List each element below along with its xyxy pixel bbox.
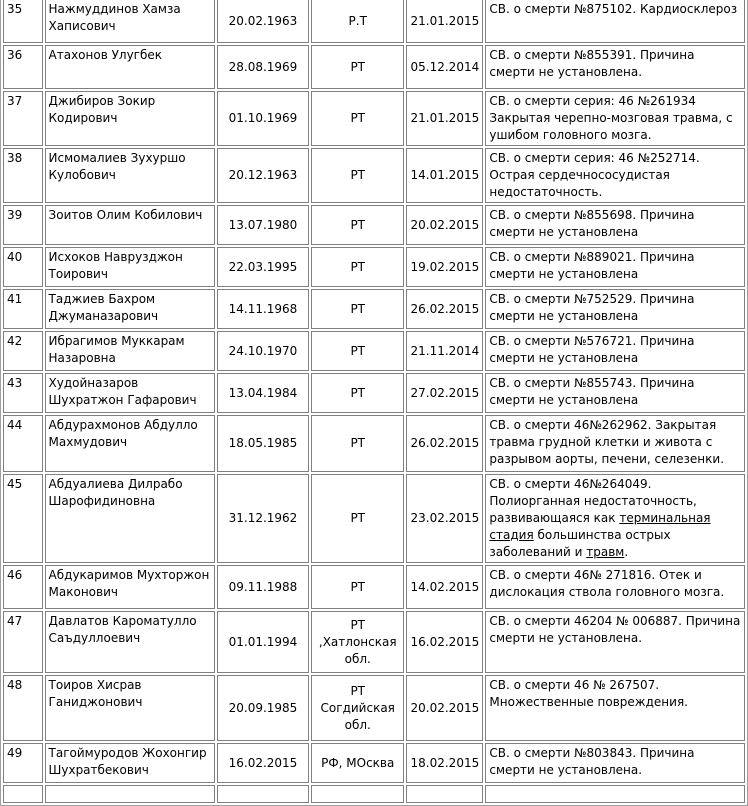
birth-date: 18.05.1985 [217, 415, 309, 472]
death-date: 18.02.2015 [406, 743, 483, 783]
death-date: 21.11.2014 [406, 331, 483, 371]
death-certificate-note: СВ. о смерти №855743. Причина смерти не установлена [485, 373, 745, 413]
death-date [406, 785, 483, 803]
death-certificate-note: СВ. о смерти серия: 46 №252714. Острая сердечнососудистая недостаточность. [485, 148, 745, 203]
full-name: Ибрагимов Муккарам Назаровна [45, 331, 215, 371]
death-date: 14.02.2015 [406, 565, 483, 609]
table-row [3, 611, 745, 673]
row-number [3, 785, 43, 803]
table-row [3, 205, 745, 245]
death-date: 05.12.2014 [406, 45, 483, 89]
death-certificate-note [485, 474, 745, 563]
death-certificate-note: СВ. о смерти №875102. Кардиосклероз [485, 0, 745, 43]
row-number: 40 [3, 247, 43, 287]
full-name: Исхоков Наврузджон Тоирович [45, 247, 215, 287]
full-name: Таджиев Бахром Джуманазарович [45, 289, 215, 329]
note-certificate: СВ. о смерти 46№264049. [489, 477, 652, 491]
death-date: 27.02.2015 [406, 373, 483, 413]
death-certificate-note: СВ. о смерти 46№262962. Закрытая травма грудной клетки и живота с разрывом аорты, печени, селезенки. [485, 415, 745, 472]
death-certificate-note: СВ. о смерти 46№ 271816. Отек и дислокация ствола головного мозга. [485, 565, 745, 609]
death-certificate-note [485, 785, 745, 803]
birth-date: 13.07.1980 [217, 205, 309, 245]
death-date: 14.01.2015 [406, 148, 483, 203]
table-row [3, 474, 745, 563]
death-certificate-note: СВ. о смерти №855391. Причина смерти не установлена. [485, 45, 745, 89]
death-date: 21.01.2015 [406, 91, 483, 146]
citizenship: РФ, МОсква [311, 743, 404, 783]
death-certificate-note: СВ. о смерти серия: 46 №261934 Закрытая черепно-мозговая травма, с ушибом головного мозга. [485, 91, 745, 146]
birth-date: 31.12.1962 [217, 474, 309, 563]
citizenship: РТ [311, 331, 404, 371]
row-number: 49 [3, 743, 43, 783]
row-number: 43 [3, 373, 43, 413]
citizenship: РТ [311, 148, 404, 203]
full-name: Зоитов Олим Кобилович [45, 205, 215, 245]
note-text: развивающаяся как [489, 511, 620, 525]
death-date: 16.02.2015 [406, 611, 483, 673]
birth-date: 22.03.1995 [217, 247, 309, 287]
table-row [3, 289, 745, 329]
full-name: Джибиров Зокир Кодирович [45, 91, 215, 146]
table-row [3, 785, 745, 803]
birth-date: 13.04.1984 [217, 373, 309, 413]
birth-date: 09.11.1988 [217, 565, 309, 609]
death-date: 23.02.2015 [406, 474, 483, 563]
death-certificate-note: СВ. о смерти №803843. Причина смерти не установлена. [485, 743, 745, 783]
table-row [3, 45, 745, 89]
terminal-stage-link[interactable]: терминальная стадия [489, 511, 711, 542]
table-row [3, 91, 745, 146]
row-number: 39 [3, 205, 43, 245]
table-row [3, 675, 745, 741]
row-number: 38 [3, 148, 43, 203]
trauma-link[interactable]: травм [586, 545, 625, 559]
citizenship: РТ [311, 373, 404, 413]
death-certificate-note: СВ. о смерти №855698. Причина смерти не установлена [485, 205, 745, 245]
death-date: 26.02.2015 [406, 415, 483, 472]
full-name: Атахонов Улугбек [45, 45, 215, 89]
row-number: 46 [3, 565, 43, 609]
full-name: Нажмуддинов Хамза Хаписович [45, 0, 215, 43]
table-row [3, 415, 745, 472]
table-row [3, 331, 745, 371]
death-date: 19.02.2015 [406, 247, 483, 287]
death-date: 26.02.2015 [406, 289, 483, 329]
row-number: 42 [3, 331, 43, 371]
citizenship: РТ ,Хатлонская обл. [311, 611, 404, 673]
citizenship: РТ [311, 565, 404, 609]
death-date: 20.02.2015 [406, 675, 483, 741]
table-row [3, 247, 745, 287]
full-name: Абдуалиева Дилрабо Шарофидиновна [45, 474, 215, 563]
citizenship: РТ [311, 91, 404, 146]
table-row [3, 565, 745, 609]
row-number: 47 [3, 611, 43, 673]
birth-date: 01.10.1969 [217, 91, 309, 146]
death-certificate-note: СВ. о смерти 46204 № 006887. Причина смерти не установлена. [485, 611, 745, 673]
citizenship: Р.Т [311, 0, 404, 43]
full-name: Тоиров Хисрав Ганиджонович [45, 675, 215, 741]
table-row [3, 148, 745, 203]
row-number: 37 [3, 91, 43, 146]
birth-date: 20.12.1963 [217, 148, 309, 203]
full-name [45, 785, 215, 803]
full-name: Тагоймуродов Жохонгир Шухратбекович [45, 743, 215, 783]
death-certificate-note: СВ. о смерти №576721. Причина смерти не установлена [485, 331, 745, 371]
birth-date: 14.11.1968 [217, 289, 309, 329]
row-number: 35 [3, 0, 43, 43]
death-date: 20.02.2015 [406, 205, 483, 245]
birth-date [217, 785, 309, 803]
row-number: 36 [3, 45, 43, 89]
birth-date: 01.01.1994 [217, 611, 309, 673]
row-number: 45 [3, 474, 43, 563]
full-name: Абдукаримов Мухторжон Маконович [45, 565, 215, 609]
death-certificate-note: СВ. о смерти №752529. Причина смерти не установлена [485, 289, 745, 329]
full-name: Абдурахмонов Абдулло Махмудович [45, 415, 215, 472]
table-row [3, 373, 745, 413]
note-diagnosis: Полиорганная недостаточность, [489, 494, 697, 508]
citizenship: РТ [311, 289, 404, 329]
birth-date: 20.09.1985 [217, 675, 309, 741]
birth-date: 20.02.1963 [217, 0, 309, 43]
death-certificate-note: СВ. о смерти №889021. Причина смерти не установлена [485, 247, 745, 287]
citizenship: РТ [311, 415, 404, 472]
death-certificate-note: СВ. о смерти 46 № 267507. Множественные повреждения. [485, 675, 745, 741]
note-text: . [624, 545, 629, 559]
citizenship: РТ Согдийская обл. [311, 675, 404, 741]
citizenship: РТ [311, 205, 404, 245]
citizenship: РТ [311, 474, 404, 563]
death-date: 21.01.2015 [406, 0, 483, 43]
citizenship: РТ [311, 247, 404, 287]
row-number: 41 [3, 289, 43, 329]
note-text: большинства острых заболеваний и [489, 528, 671, 559]
row-number: 48 [3, 675, 43, 741]
citizenship [311, 785, 404, 803]
birth-date: 16.02.2015 [217, 743, 309, 783]
birth-date: 24.10.1970 [217, 331, 309, 371]
birth-date: 28.08.1969 [217, 45, 309, 89]
full-name: Исмомалиев Зухуршо Кулобович [45, 148, 215, 203]
table-row [3, 743, 745, 783]
citizenship: РТ [311, 45, 404, 89]
full-name: Давлатов Кароматулло Саъдуллоевич [45, 611, 215, 673]
full-name: Худойназаров Шухратжон Гафарович [45, 373, 215, 413]
row-number: 44 [3, 415, 43, 472]
table-row [3, 0, 745, 43]
